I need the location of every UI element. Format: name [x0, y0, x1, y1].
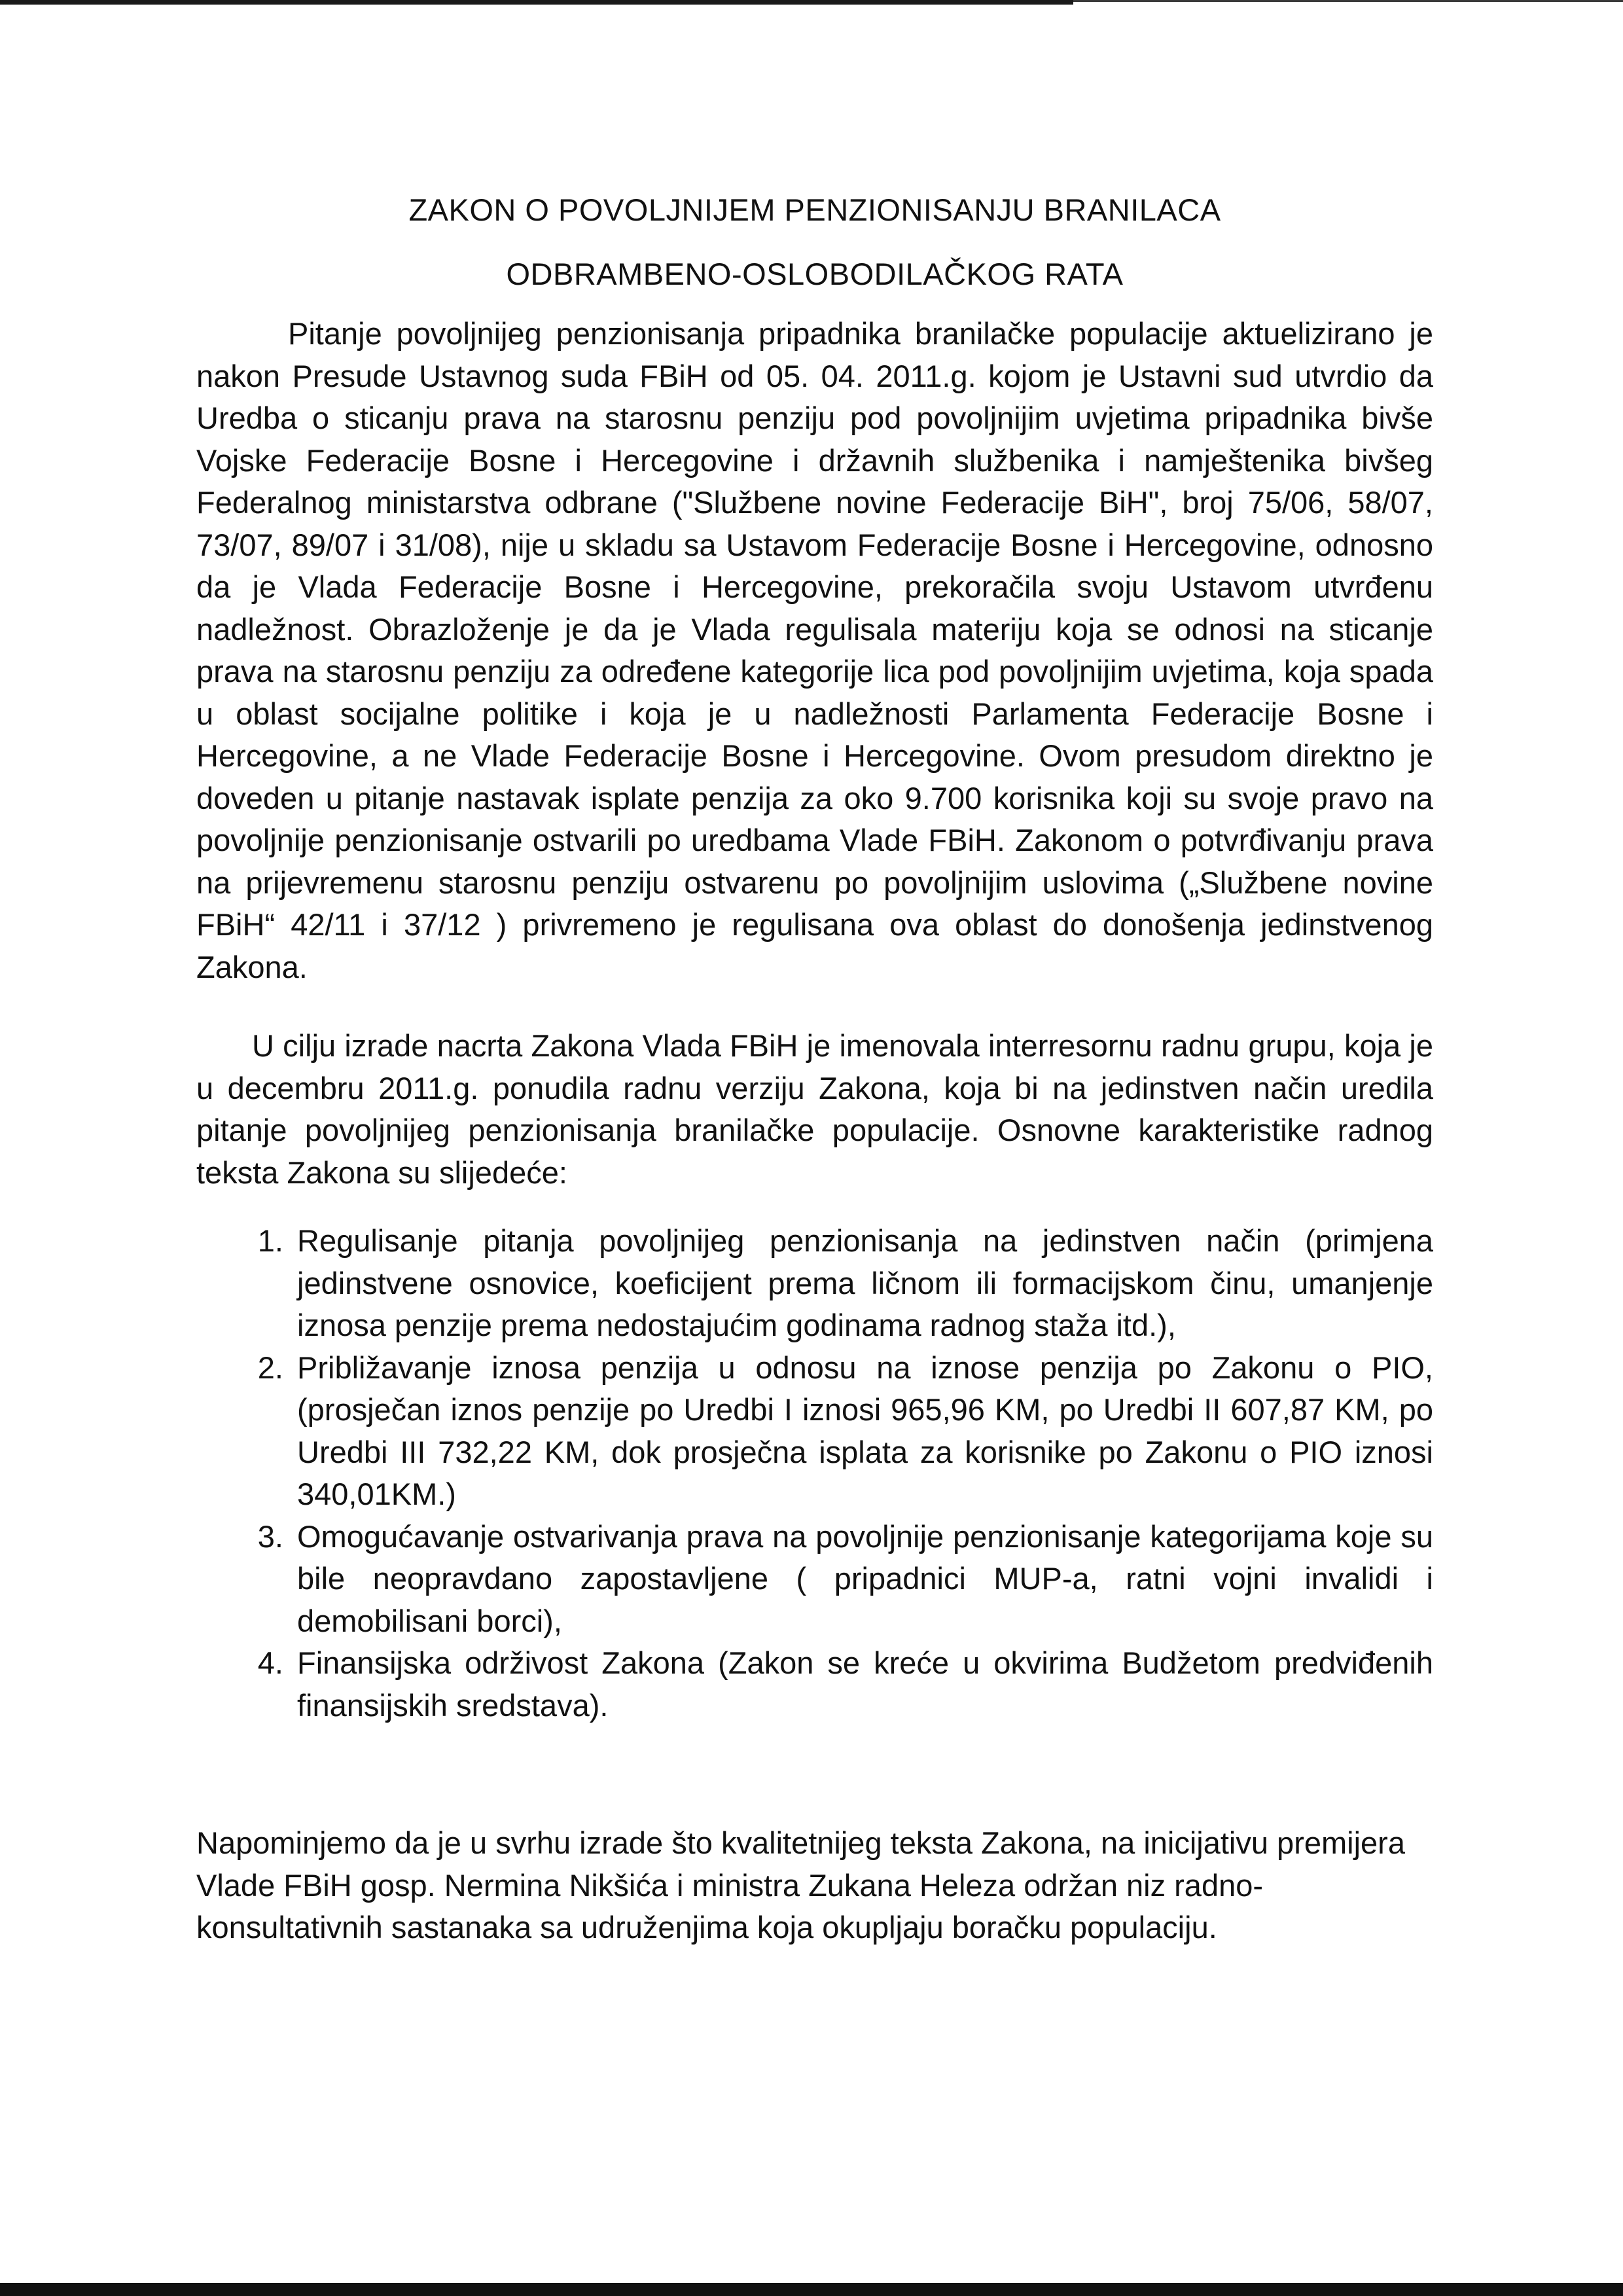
- list-item: 4. Finansijska održivost Zakona (Zakon se kreće u okvirima Budžetom predviđenih finansijskih sredstava).: [292, 1642, 1433, 1727]
- scan-edge-top-thin: [1073, 0, 1623, 2]
- scan-edge-bottom: [0, 2283, 1623, 2296]
- paragraph-intro: Pitanje povoljnijeg penzionisanja pripadnika branilačke populacije aktuelizirano je nakon Presude Ustavnog suda FBiH od 05. 04. 2011.g. kojom je Ustavni sud utvrdio da Uredba o sticanju prava na starosnu penziju pod povoljnijim uvjetima pripadnika bivše Vojske Federacije Bosne i Hercegovine i državnih službenika i namještenika bivšeg Federalnog ministarstva odbrane ("Službene novine Federacije BiH", broj 75/06, 58/07, 73/07, 89/07 i 31/08), nije u skladu sa Ustavom Federacije Bosne i Hercegovine, odnosno da je Vlada Federacije Bosne i Hercegovine, prekoračila svoju Ustavom utvrđenu nadležnost. Obrazloženje je da je Vlada regulisala materiju koja se odnosi na sticanje prava na starosnu penziju za određene kategorije lica pod povoljnijim uvjetima, koja spada u oblast socijalne politike i koja je u nadležnosti Parlamenta Federacije Bosne i Hercegovine, a ne Vlade Federacije Bosne i Hercegovine. Ovom presudom direktno je doveden u pitanje nastavak isplate penzija za oko 9.700 korisnika koji su svoje pravo na povoljnije penzionisanje ostvarili po uredbama Vlade FBiH. Zakonom o potvrđivanju prava na prijevremenu starosnu penziju ostvarenu po povoljnijim uslovima („Službene novine FBiH“ 42/11 i 37/12 ) privremeno je regulisana ova oblast do donošenja jedinstvenog Zakona.: [196, 316, 1433, 984]
- paragraph-consultations: Napominjemo da je u svrhu izrade što kvalitetnijeg teksta Zakona, na inicijativu premijera Vlade FBiH gosp. Nermina Nikšića i ministra Zukana Heleza održan niz radno-konsultativnih sastanaka sa udruženjima koja okupljaju boračku populaciju.: [196, 1825, 1405, 1945]
- scan-edge-top: [0, 0, 1073, 5]
- characteristics-list: [196, 1220, 1433, 1727]
- document-title-line1: ZAKON O POVOLJNIJEM PENZIONISANJU BRANILACA: [408, 192, 1221, 227]
- list-item: 3. Omogućavanje ostvarivanja prava na povoljnije penzionisanje kategorijama koje su bile neopravdano zapostavljene ( pripadnici MUP-a, ratni vojni invalidi i demobilisani borci),: [292, 1516, 1433, 1643]
- list-item: 1. Regulisanje pitanja povoljnijeg penzionisanja na jedinstven način (primjena jedinstvene osnovice, koeficijent prema ličnom ili formacijskom činu, umanjenje iznosa penzije prema nedostajućim godinama radnog staža itd.),: [292, 1220, 1433, 1347]
- document-title-line2: ODBRAMBENO-OSLOBODILAČKOG RATA: [506, 257, 1124, 291]
- document-page: [196, 190, 1433, 1949]
- list-item: 2. Približavanje iznosa penzija u odnosu na iznose penzija po Zakonu o PIO, (prosječan iznos penzije po Uredbi I iznosi 965,96 KM, po Uredbi II 607,87 KM, po Uredbi III 732,22 KM, dok prosječna isplata za korisnike po Zakonu o PIO iznosi 340,01KM.): [292, 1347, 1433, 1516]
- paragraph-working-group: U cilju izrade nacrta Zakona Vlada FBiH je imenovala interresornu radnu grupu, koja je u decembru 2011.g. ponudila radnu verziju Zakona, koja bi na jedinstven način uredila pitanje povoljnijeg penzionisanja branilačke populacije. Osnovne karakteristike radnog teksta Zakona su slijedeće:: [196, 1028, 1433, 1190]
